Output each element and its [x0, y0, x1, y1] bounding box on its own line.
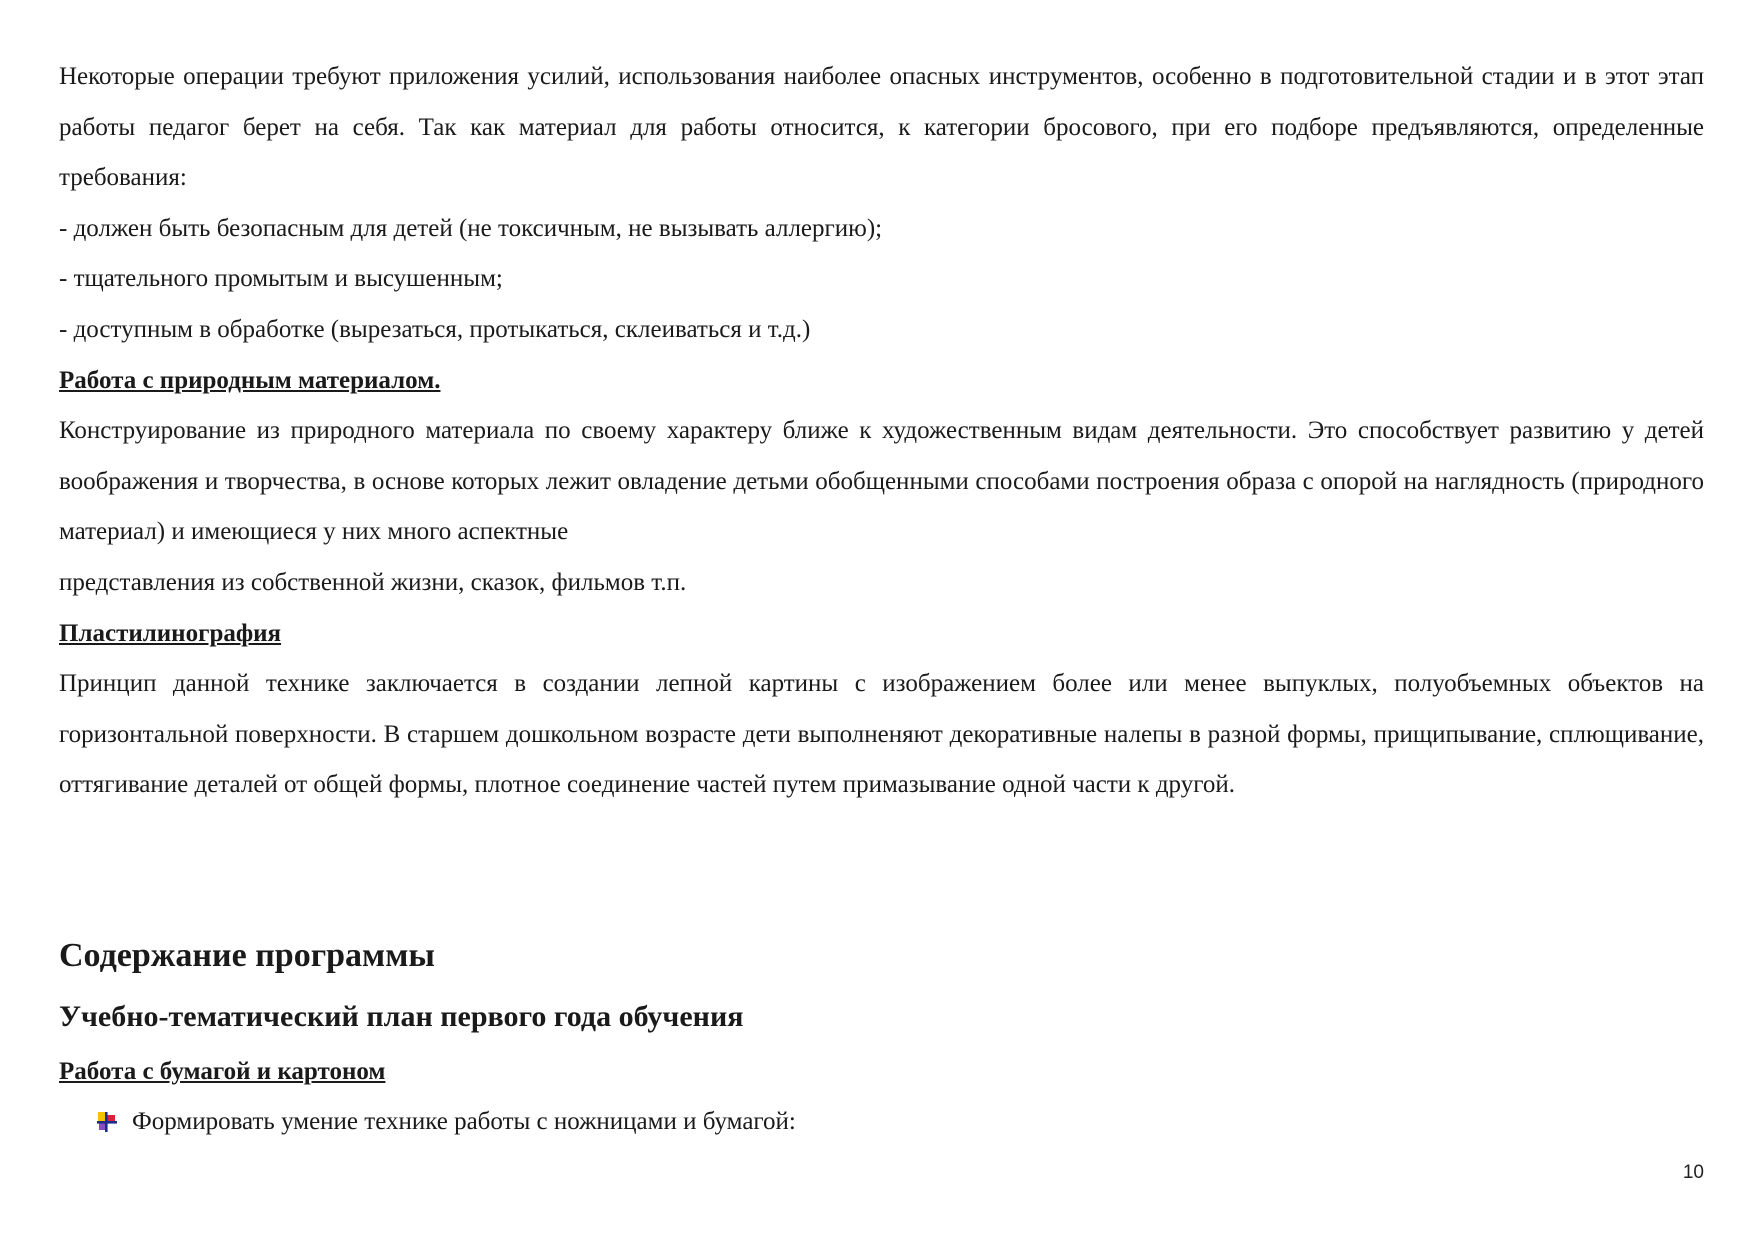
requirement-item-3: - доступным в обработке (вырезаться, протыкаться, склеиваться и т.д.) [59, 315, 811, 343]
natural-material-continuation: представления из собственной жизни, сказок, фильмов т.п. [59, 568, 687, 596]
program-subtitle: Учебно-тематический план первого года обучения [59, 1000, 744, 1033]
program-title: Содержание программы [59, 937, 435, 974]
document-body [59, 52, 1704, 811]
requirement-item-2: - тщательного промытым и высушенным; [59, 265, 503, 293]
paper-section-heading: Работа с бумагой и картоном [59, 1058, 386, 1085]
bullet-cross-icon [96, 1111, 118, 1133]
natural-material-heading: Работа с природным материалом. [59, 366, 441, 394]
plasticine-heading: Пластилинография [59, 619, 282, 647]
page-number: 10 [1682, 1162, 1704, 1183]
intro-paragraph: Некоторые операции требуют приложения усилий, использования наиболее опасных инструментов, особенно в подготовительной стадии и в этот этап работы педагог берет на себя. Так как материал для работы относится, к категории бросового, при его подборе предъявляются, определенные требования: [59, 63, 1704, 192]
plasticine-paragraph: Принцип данной технике заключается в создании лепной картины с изображением более или менее выпуклых, полуобъемных объектов на горизонтальной поверхности. В старшем дошкольном возрасте дети выполненяют декоративные налепы в разной формы, прищипывание, сплющивание, оттягивание деталей от общей формы, плотное соединение частей путем примазывание одной части к другой. [59, 670, 1704, 799]
requirement-item-1: - должен быть безопасным для детей (не токсичным, не вызывать аллергию); [59, 214, 883, 242]
bullet-text: Формировать умение технике работы с ножницами и бумагой: [132, 1108, 796, 1135]
natural-material-paragraph: Конструирование из природного материала по своему характеру ближе к художественным видам деятельности. Это способствует развитию у детей воображения и творчества, в основе которых лежит овладение детьми обобщенными способами построения образа с опорой на наглядность (природного материал) и имеющиеся у них много аспектные [59, 417, 1704, 546]
list-item [96, 1104, 796, 1140]
